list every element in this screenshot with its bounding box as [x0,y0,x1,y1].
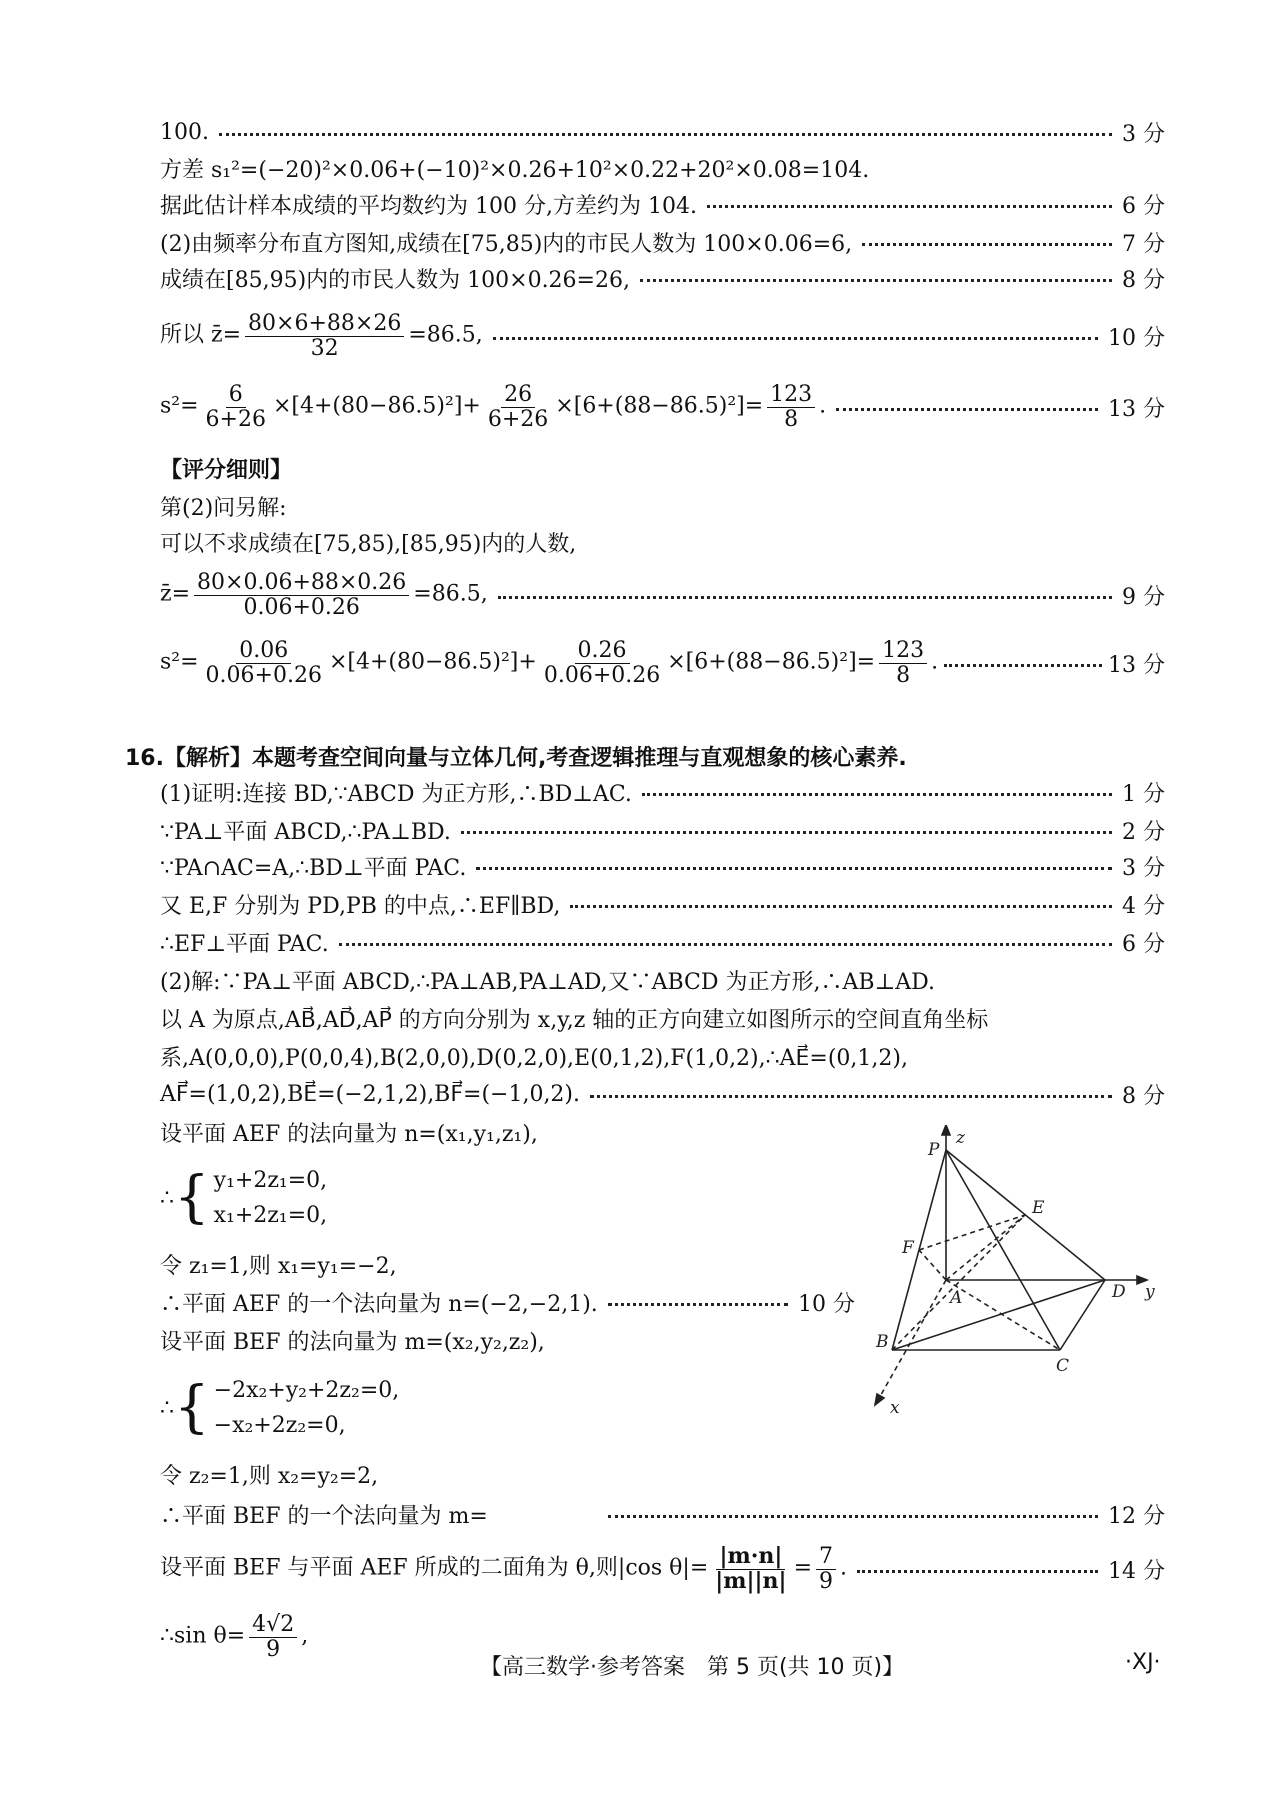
line-14: (1)证明:连接 BD,∵ABCD 为正方形,∴BD⊥AC. 1 分 [160,781,1165,807]
edge-AC [946,1280,1060,1350]
edge-AE [946,1215,1025,1280]
line-27: 设平面 BEF 的法向量为 m=(x₂,y₂,z₂), [160,1329,545,1355]
line-28-system: ∴ { −2x₂+y₂+2z₂=0, −x₂+2z₂=0, [160,1375,400,1440]
fraction: $\frac{80\times 6+88\times 26}{32}$ [245,312,404,359]
line-1: 100. 3 分 [160,112,1165,152]
edge-BE [892,1215,1025,1350]
line-17: 又 E,F 分别为 PD,PB 的中点,∴EF∥BD, 4 分 [160,893,1165,919]
line-19: (2)解:∵PA⊥平面 ABCD,∴PA⊥AB,PA⊥AD,又∵ABCD 为正方形,∴AB⊥AD. [160,969,935,995]
label-A: A [950,1288,963,1308]
label-B: B [876,1332,889,1352]
line-16: ∵PA∩AC=A,∴BD⊥平面 PAC. 3 分 [160,855,1165,881]
line-31-cos: 设平面 BEF 与平面 AEF 所成的二面角为 θ,则|cos θ|= $\frac{|m\cdot n|}{|m||n|}$ = $\frac{7}{9}$ . 14 分 [160,1543,1165,1594]
line-23: 设平面 AEF 的法向量为 n=(x₁,y₁,z₁), [160,1121,538,1147]
footer-mark: ·XJ· [1125,1650,1161,1675]
line-7-variance: s²= $\frac{6}{6+26}$ ×[4+(80−86.5)²]+ $\frac{26}{6+26}$ ×[6+(88−86.5)²]= $\frac{123}{8}$ . 13 分 [160,382,1165,432]
line-21: 系,A(0,0,0),P(0,0,4),B(2,0,0),D(0,2,0),E(0,1,2),F(1,0,2),∴AE⃗=(0,1,2), [160,1045,908,1071]
footer-page-info: 【高三数学·参考答案 第 5 页(共 10 页)】 [480,1655,905,1680]
label-P: P [928,1140,940,1160]
x-arrow [875,1394,884,1405]
line-30: ∴平面 BEF 的一个法向量为 m= 12 分 [160,1503,1165,1529]
label-C: C [1056,1356,1070,1376]
line-4: (2)由频率分布直方图知,成绩在[75,85)内的市民人数为 100×0.06=6, 7 分 [160,231,1165,257]
line-20: 以 A 为原点,AB⃗,AD⃗,AP⃗ 的方向分别为 x,y,z 轴的正方向建立如图所示的空间直角坐标 [160,1007,989,1033]
score: 3 分 [1122,121,1165,147]
line-10: 可以不求成绩在[75,85),[85,95)内的人数, [160,531,577,557]
label-x: x [890,1398,900,1415]
line-18: ∴EF⊥平面 PAC. 6 分 [160,931,1165,957]
edge-AF [919,1250,946,1280]
line-3: 据此估计样本成绩的平均数约为 100 分,方差约为 104. 6 分 [160,193,1165,219]
line-29: 令 z₂=1,则 x₂=y₂=2, [160,1463,379,1489]
edge-EF [919,1215,1025,1250]
line-24-system: ∴ { y₁+2z₁=0, x₁+2z₁=0, [160,1165,328,1230]
line-5: 成绩在[85,95)内的市民人数为 100×0.26=26, 8 分 [160,267,1165,293]
line-15: ∵PA⊥平面 ABCD,∴PA⊥BD. 2 分 [160,819,1165,845]
line-11-mean-alt: z̄= $\frac{80\times 0.06+88\times 0.26}{0.06+0.26}$ =86.5, 9 分 [160,570,1165,620]
edge-PC [946,1150,1060,1350]
line-25: 令 z₁=1,则 x₁=y₁=−2, [160,1253,397,1279]
label-z: z [956,1128,965,1148]
line-26: ∴平面 AEF 的一个法向量为 n=(−2,−2,1). 10 分 [160,1291,855,1317]
line-8-heading: 【评分细则】 [160,457,293,483]
pyramid-figure [860,1125,1160,1415]
z-arrow [942,1125,950,1135]
line-6-mean: 所以 z̄= $\frac{80\times 6+88\times 26}{32}$ =86.5, 10 分 [160,311,1165,361]
label-y: y [1145,1282,1155,1302]
edge-BD [892,1280,1105,1350]
line-12-variance-alt: s²= $\frac{0.06}{0.06+0.26}$ ×[4+(80−86.5)²]+ $\frac{0.26}{0.06+0.26}$ ×[6+(88−86.5)²]= $\frac{123}{8}$ . 13 分 [160,638,1165,688]
label-E: E [1032,1198,1045,1218]
line-2: 方差 s₁²=(−20)²×0.06+(−10)²×0.26+10²×0.22+20²×0.08=104. [160,157,870,183]
line-13-q16-heading: 16.【解析】本题考查空间向量与立体几何,考查逻辑推理与直观想象的核心素养. [125,745,907,771]
edge-CD [1060,1280,1105,1350]
line-22: AF⃗=(1,0,2),BE⃗=(−2,1,2),BF⃗=(−1,0,2). 8 分 [160,1081,1165,1109]
label-D: D [1112,1282,1126,1302]
line-32-sin: ∴sin θ= $\frac{4√2}{9}$ , [160,1612,309,1662]
line-9: 第(2)问另解: [160,495,287,521]
label-F: F [902,1238,914,1258]
